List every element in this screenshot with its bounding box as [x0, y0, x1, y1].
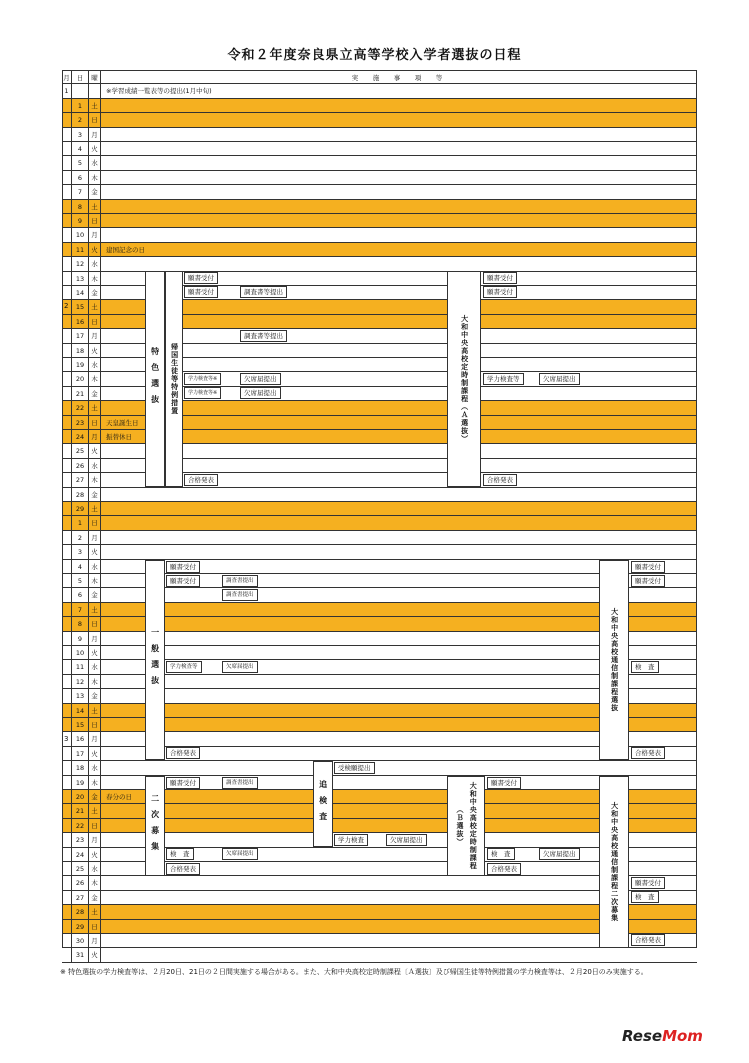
day-cell: 7	[72, 603, 89, 616]
day-cell: 1	[72, 99, 89, 112]
event-chosasho: 調査書提出	[222, 575, 258, 587]
event-goukaku: 合格発表	[166, 863, 200, 875]
event-kensa: 検 査	[487, 848, 515, 860]
footnote: ※ 特色選抜の学力検査等は、２月20日、21日の２日間実施する場合がある。また、大和中央高校定時制課程〔Ａ選抜〕及び帰国生徒等特例措置の学力検査等は、２月20日のみ実施する。	[60, 968, 648, 976]
weekday-cell: 月	[89, 329, 101, 342]
weekday-cell: 金	[89, 387, 101, 400]
day-cell: 18	[72, 761, 89, 774]
day-cell: 29	[72, 920, 89, 933]
day-cell: 20	[72, 372, 89, 385]
event-goukaku: 合格発表	[184, 474, 218, 486]
weekday-cell: 水	[89, 358, 101, 371]
weekday-cell: 水	[89, 257, 101, 270]
day-cell: 4	[72, 560, 89, 573]
weekday-header: 曜	[89, 71, 101, 83]
page-title: 令和２年度奈良県立高等学校入学者選抜の日程	[227, 48, 522, 63]
day-cell: 6	[72, 171, 89, 184]
day-cell: 11	[72, 660, 89, 673]
event-gansho: 願書受付	[631, 877, 665, 889]
weekday-cell: 水	[89, 660, 101, 673]
month-cell: 1	[62, 84, 72, 97]
event-chosasho: 調査書等提出	[240, 330, 287, 342]
weekday-cell: 火	[89, 142, 101, 155]
event-gansho: 願書受付	[483, 272, 517, 284]
day-cell: 5	[72, 574, 89, 587]
weekday-cell: 水	[89, 156, 101, 169]
weekday-cell: 月	[89, 833, 101, 846]
weekday-cell: 火	[89, 948, 101, 961]
event-chosasho: 調査書等提出	[240, 286, 287, 298]
weekday-cell: 日	[89, 819, 101, 832]
holiday-note: 天皇誕生日	[106, 418, 139, 427]
event-kesseki: 欠席届提出	[222, 661, 258, 673]
day-cell: 10	[72, 646, 89, 659]
day-cell: 16	[72, 315, 89, 328]
day-header: 日	[72, 71, 89, 83]
weekday-cell: 月	[89, 128, 101, 141]
january-note: ※学習成績一覧表等の提出(1月中旬)	[106, 87, 212, 96]
event-gansho: 願書受付	[184, 286, 218, 298]
weekday-cell: 月	[89, 732, 101, 745]
day-cell: 1	[72, 516, 89, 529]
holiday-note: 建国記念の日	[106, 245, 145, 254]
weekday-cell: 木	[89, 675, 101, 688]
weekday-cell: 土	[89, 804, 101, 817]
month-cell	[62, 948, 72, 961]
day-cell: 17	[72, 329, 89, 342]
weekday-cell: 月	[89, 430, 101, 443]
event-gansho: 願書受付	[166, 561, 200, 573]
day-cell: 8	[72, 200, 89, 213]
event-jukenganshutsu: 受検願提出	[334, 762, 375, 774]
weekday-cell: 木	[89, 473, 101, 486]
month-label-mar: 3	[64, 735, 69, 743]
event-goukaku: 合格発表	[631, 747, 665, 759]
weekday-cell: 土	[89, 502, 101, 515]
day-cell: 14	[72, 286, 89, 299]
weekday-cell: 日	[89, 416, 101, 429]
weekday-cell: 水	[89, 459, 101, 472]
kikoku-label: 帰国生徒等特例措置	[165, 271, 183, 487]
yamato-tsushin2-label: 大和中央高校通信制課程二次募集	[599, 776, 629, 948]
event-kesseki: 欠席届提出	[240, 373, 281, 385]
event-chosasho: 調査書提出	[222, 777, 258, 789]
holiday-note: 春分の日	[106, 793, 132, 801]
weekday-cell: 金	[89, 891, 101, 904]
weekday-cell: 木	[89, 876, 101, 889]
day-cell: 11	[72, 243, 89, 256]
day-cell: 30	[72, 934, 89, 947]
weekday-cell: 水	[89, 761, 101, 774]
tsuiken-label: 追検査	[313, 761, 333, 847]
weekday-cell: 金	[89, 790, 101, 803]
day-cell: 27	[72, 891, 89, 904]
event-gansho: 願書受付	[166, 575, 200, 587]
weekday-cell: 金	[89, 689, 101, 702]
weekday-cell: 日	[89, 516, 101, 529]
weekday-cell: 日	[89, 920, 101, 933]
event-chosasho: 調査書提出	[222, 589, 258, 601]
event-goukaku: 合格発表	[631, 934, 665, 946]
day-cell: 18	[72, 344, 89, 357]
day-cell: 19	[72, 776, 89, 789]
weekday-cell: 金	[89, 488, 101, 501]
weekday-cell: 日	[89, 113, 101, 126]
holiday-note: 振替休日	[106, 433, 132, 441]
event-goukaku: 合格発表	[487, 863, 521, 875]
event-gakuryoku: 学力検査等※	[184, 373, 221, 385]
day-cell: 2	[72, 531, 89, 544]
weekday-cell: 土	[89, 905, 101, 918]
day-cell: 5	[72, 156, 89, 169]
weekday-cell: 土	[89, 401, 101, 414]
day-cell: 27	[72, 473, 89, 486]
event-gansho: 願書受付	[631, 561, 665, 573]
weekday-cell: 金	[89, 588, 101, 601]
event-goukaku: 合格発表	[166, 747, 200, 759]
day-cell: 17	[72, 747, 89, 760]
day-cell: 14	[72, 704, 89, 717]
day-cell: 6	[72, 588, 89, 601]
items-header: 実 施 事 項 等	[351, 74, 447, 82]
day-cell: 22	[72, 819, 89, 832]
weekday-cell: 金	[89, 185, 101, 198]
event-kensa: 検 査	[166, 848, 194, 860]
day-cell: 9	[72, 632, 89, 645]
weekday-cell: 月	[89, 632, 101, 645]
weekday-cell: 水	[89, 560, 101, 573]
event-kesseki: 欠席届提出	[240, 387, 281, 399]
day-cell: 15	[72, 718, 89, 731]
day-cell: 28	[72, 905, 89, 918]
weekday-cell: 火	[89, 344, 101, 357]
tokushoku-label: 特色選抜	[145, 271, 165, 487]
month-label-feb: 2	[64, 302, 69, 310]
event-gansho: 願書受付	[487, 777, 521, 789]
weekday-cell: 土	[89, 99, 101, 112]
day-cell: 16	[72, 732, 89, 745]
weekday-cell: 水	[89, 862, 101, 875]
day-cell: 25	[72, 444, 89, 457]
event-kesseki: 欠席届提出	[539, 848, 580, 860]
weekday-cell: 土	[89, 704, 101, 717]
day-cell: 7	[72, 185, 89, 198]
day-cell: 8	[72, 617, 89, 630]
day-cell: 28	[72, 488, 89, 501]
ippan-label: 一般選抜	[145, 560, 165, 760]
weekday-cell: 土	[89, 300, 101, 313]
day-cell: 21	[72, 804, 89, 817]
weekday-cell: 火	[89, 243, 101, 256]
weekday-cell: 土	[89, 603, 101, 616]
day-cell: 4	[72, 142, 89, 155]
day-cell: 29	[72, 502, 89, 515]
event-gansho: 願書受付	[483, 286, 517, 298]
day-cell: 26	[72, 459, 89, 472]
event-goukaku: 合格発表	[483, 474, 517, 486]
weekday-cell: 日	[89, 617, 101, 630]
weekday-cell: 火	[89, 646, 101, 659]
event-gakuryoku: 学力検査	[334, 834, 368, 846]
weekday-cell: 月	[89, 228, 101, 241]
day-cell: 3	[72, 545, 89, 558]
day-cell: 12	[72, 257, 89, 270]
day-row	[62, 948, 697, 962]
day-cell: 26	[72, 876, 89, 889]
weekday-cell: 木	[89, 171, 101, 184]
day-cell: 23	[72, 833, 89, 846]
event-kesseki: 欠席届提出	[539, 373, 580, 385]
resemom-logo: ReseMom	[622, 1027, 703, 1045]
niji-label: 二次募集	[145, 776, 165, 876]
yamato-b-label: 大和中央高校定時制課程（Ｂ選抜）	[447, 776, 485, 876]
event-kesseki: 欠席届提出	[222, 848, 258, 860]
weekday-cell: 日	[89, 718, 101, 731]
day-cell: 20	[72, 790, 89, 803]
event-gakuryoku: 学力検査等※	[184, 387, 221, 399]
event-gansho: 願書受付	[184, 272, 218, 284]
event-kensa: 検 査	[631, 661, 659, 673]
weekday-cell: 火	[89, 747, 101, 760]
day-cell: 2	[72, 113, 89, 126]
day-cell: 10	[72, 228, 89, 241]
weekday-cell: 木	[89, 776, 101, 789]
event-gakuryoku: 学力検査等	[483, 373, 524, 385]
event-gansho: 願書受付	[166, 777, 200, 789]
weekday-cell: 火	[89, 444, 101, 457]
day-cell: 23	[72, 416, 89, 429]
weekday-cell: 金	[89, 286, 101, 299]
day-cell: 13	[72, 272, 89, 285]
weekday-cell: 日	[89, 214, 101, 227]
weekday-cell: 木	[89, 574, 101, 587]
yamato-a-label: 大和中央高校定時制課程（Ａ選抜）	[447, 271, 481, 487]
event-gansho: 願書受付	[631, 575, 665, 587]
day-cell: 12	[72, 675, 89, 688]
day-cell: 31	[72, 948, 89, 961]
day-cell: 13	[72, 689, 89, 702]
event-kesseki: 欠席届提出	[386, 834, 427, 846]
weekday-cell: 日	[89, 315, 101, 328]
month-header: 月	[62, 71, 72, 83]
event-kensa: 検 査	[631, 891, 659, 903]
weekday-cell: 木	[89, 272, 101, 285]
weekday-cell: 月	[89, 934, 101, 947]
yamato-tsushin-label: 大和中央高校通信制課程選抜	[599, 560, 629, 760]
day-cell: 22	[72, 401, 89, 414]
weekday-cell: 火	[89, 848, 101, 861]
day-cell: 24	[72, 430, 89, 443]
day-cell: 19	[72, 358, 89, 371]
day-cell: 21	[72, 387, 89, 400]
day-cell: 24	[72, 848, 89, 861]
weekday-cell: 月	[89, 531, 101, 544]
weekday-cell: 木	[89, 372, 101, 385]
day-cell: 3	[72, 128, 89, 141]
day-cell: 15	[72, 300, 89, 313]
weekday-cell: 火	[89, 545, 101, 558]
day-cell: 25	[72, 862, 89, 875]
weekday-cell: 土	[89, 200, 101, 213]
day-cell: 9	[72, 214, 89, 227]
event-gakuryoku: 学力検査等	[166, 661, 202, 673]
